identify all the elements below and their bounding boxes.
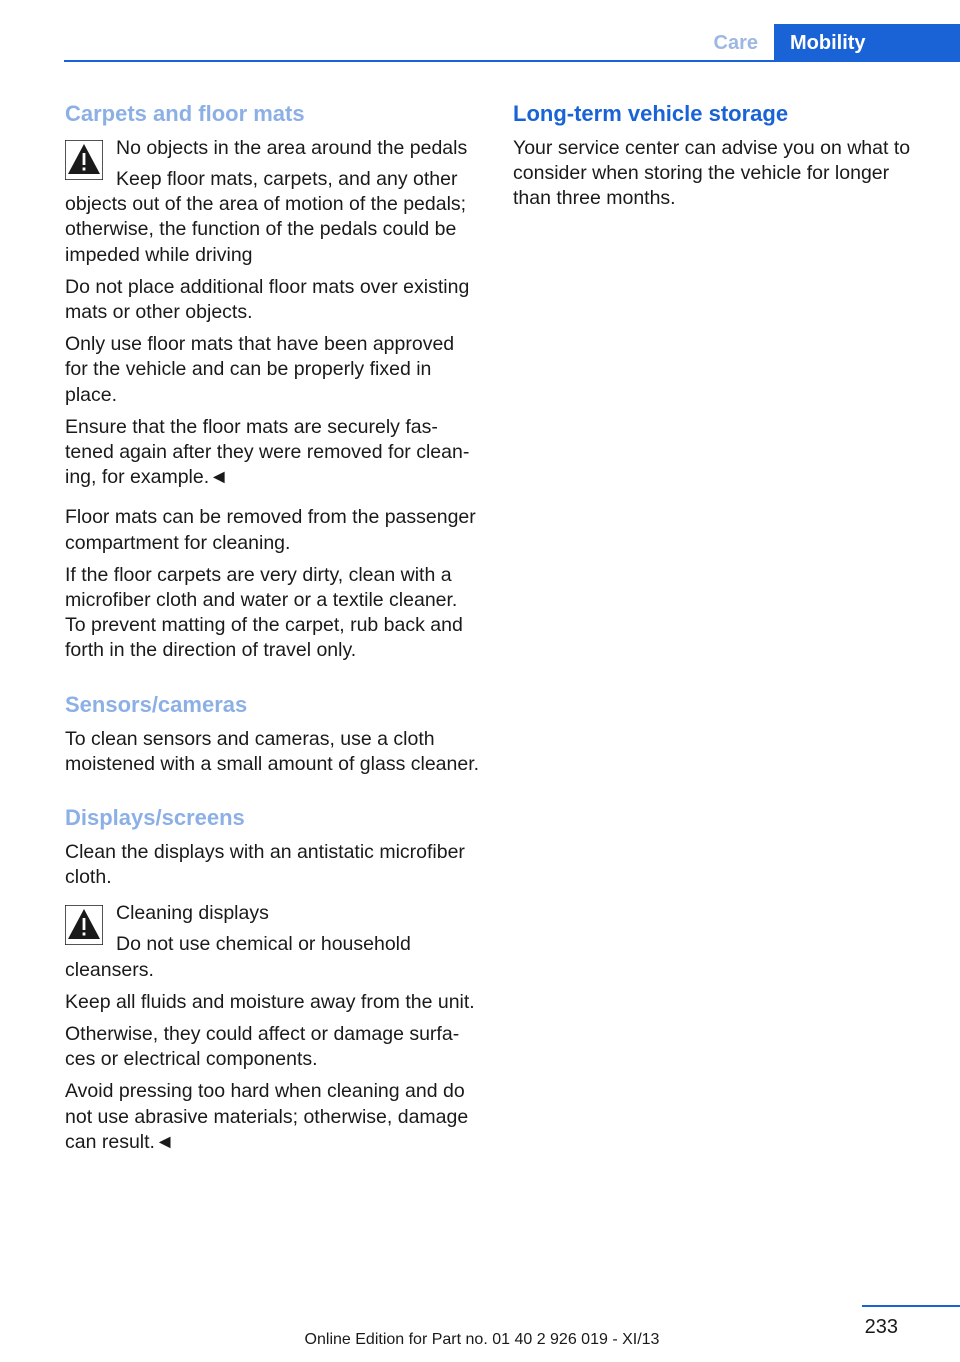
paragraph: If the floor carpets are very dirty, clean with a microfiber cloth and water or a textile cleaner. To prevent matting of the carpet, rub back and forth in the direction of travel only. (65, 563, 463, 662)
paragraph: Your service center can advise you on what to consider when storing the vehicle for longer than three months. (513, 137, 911, 210)
section-carpets (65, 100, 480, 664)
section-heading-sensors: Sensors/cameras (65, 691, 248, 717)
section-sensors (65, 691, 480, 777)
left-column (65, 100, 480, 1162)
section-storage (513, 100, 923, 212)
paragraph: Keep all fluids and moisture away from the unit. (65, 990, 475, 1013)
paragraph: Clean the displays with an antistatic microfiber cloth. (65, 841, 465, 889)
tab-care[interactable]: Care (713, 31, 758, 54)
warning-triangle-icon (65, 905, 103, 945)
page-number: 233 (864, 1316, 898, 1338)
header-rule (64, 60, 960, 62)
paragraph: Do not place additional floor mats over existing mats or other objects. (65, 275, 470, 324)
paragraph: Floor mats can be removed from the passenger compartment for cleaning. (65, 506, 476, 554)
header-tabs (698, 24, 960, 62)
section-heading-displays: Displays/screens (65, 805, 245, 831)
paragraph: Ensure that the floor mats are securely fastened again after they were removed for cleaning, for example.◄ (65, 415, 470, 489)
warning-block-displays (65, 901, 480, 982)
warning-title-displays: Cleaning displays (116, 902, 269, 925)
section-heading-carpets: Carpets and floor mats (65, 101, 305, 126)
paragraph: Otherwise, they could affect or damage surfaces or electrical components. (65, 1023, 460, 1071)
paragraph: Keep floor mats, carpets, and any other objects out of the area of motion of the pedals; otherwise, the function of the pedals could be impeded while driving (65, 168, 467, 266)
warning-title-pedals: No objects in the area around the pedals (116, 137, 468, 159)
paragraph: Avoid pressing too hard when cleaning and do not use abrasive materials; otherwise, damage can result.◄ (65, 1080, 469, 1153)
edition-footer (0, 1331, 960, 1349)
warning-triangle-icon (65, 140, 103, 180)
footer-rule (862, 1305, 960, 1307)
paragraph: To clean sensors and cameras, use a cloth moistened with a small amount of glass cleaner. (65, 727, 480, 775)
right-column (513, 100, 923, 219)
section-displays (65, 804, 480, 1155)
tab-mobility[interactable]: Mobility (774, 24, 960, 62)
edition-text: Online Edition for Part no. 01 40 2 926 019 - XI/13 (304, 1331, 660, 1348)
warning-block-pedals (65, 136, 480, 268)
paragraph: Do not use chemical or household cleansers. (65, 933, 411, 981)
section-heading-storage: Long-term vehicle storage (513, 101, 789, 126)
paragraph: Only use floor mats that have been approved for the vehicle and can be properly fixed in place. (65, 333, 455, 406)
